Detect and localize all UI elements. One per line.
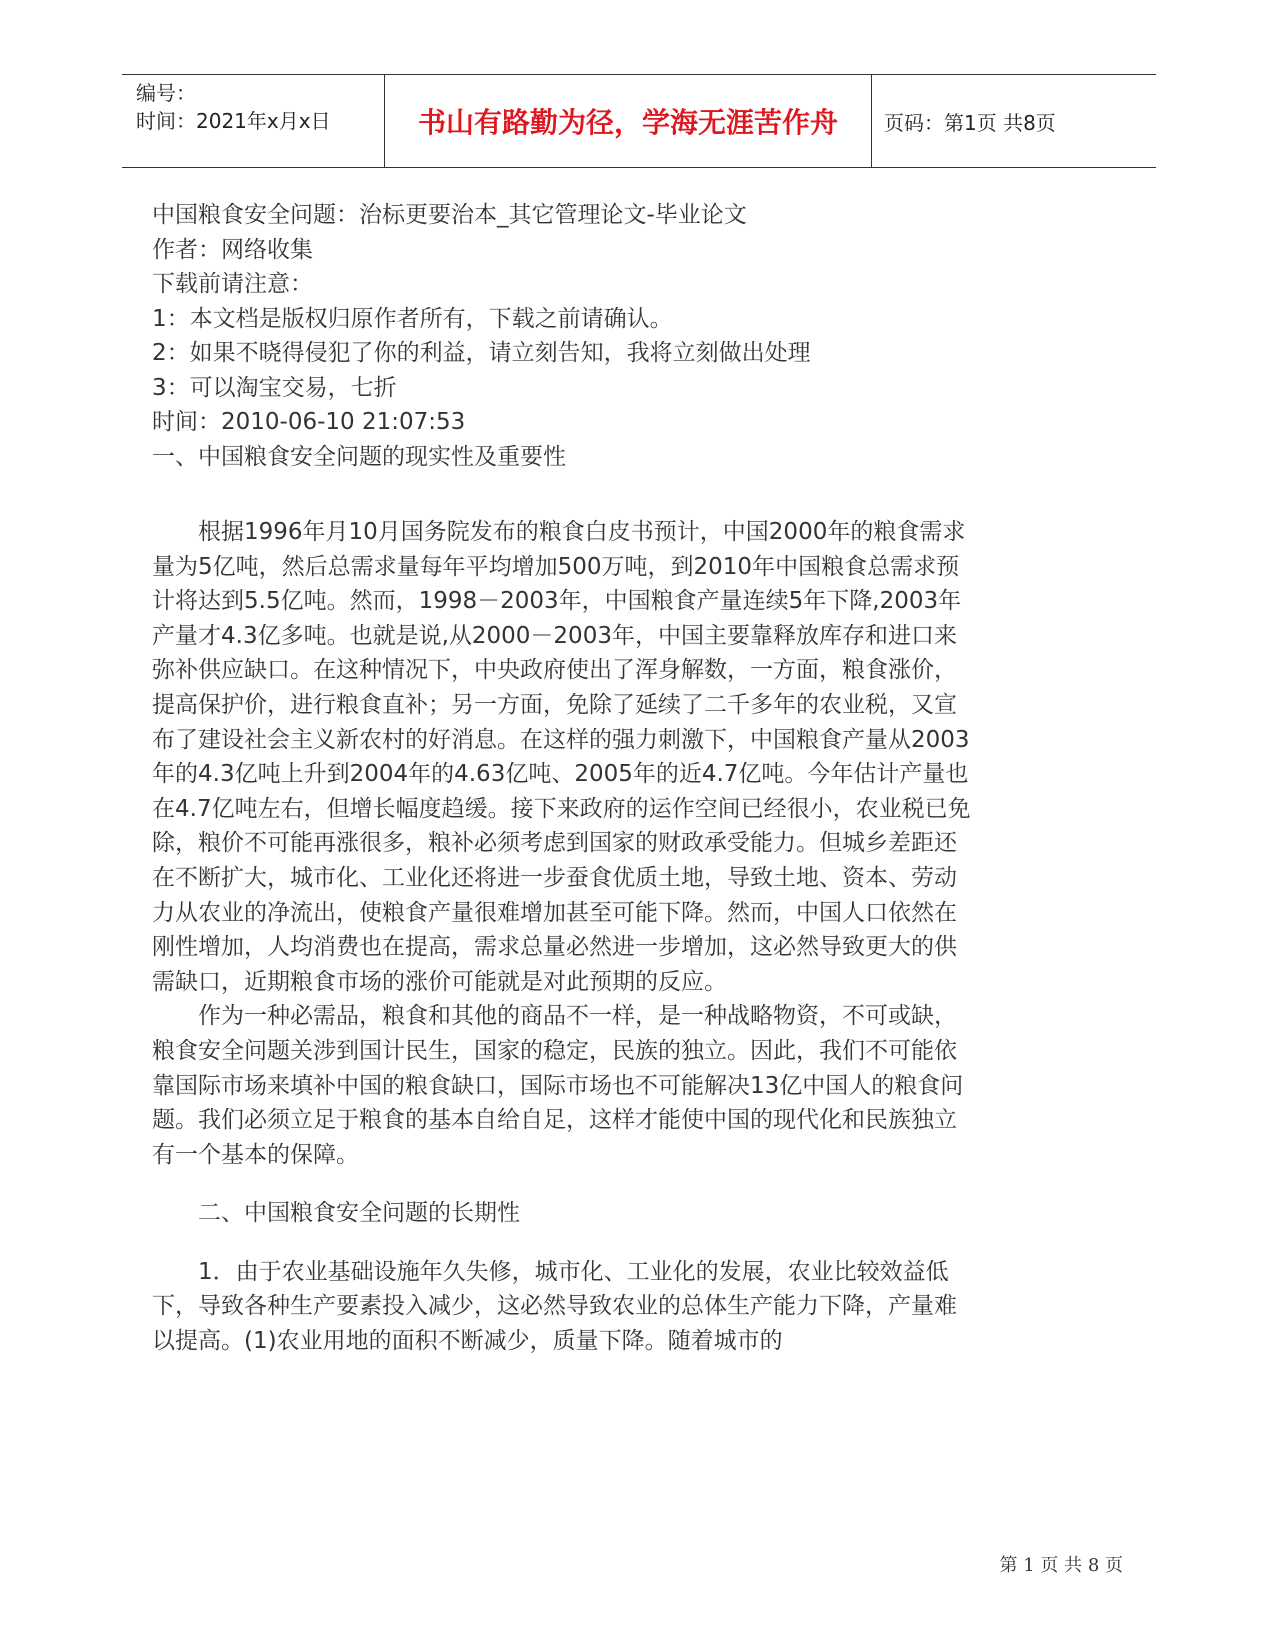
notice-item-3: 3：可以淘宝交易，七折 bbox=[152, 374, 397, 401]
section-heading-2: 二、中国粮食安全问题的长期性 bbox=[198, 1200, 520, 1227]
page-footer: 第 1 页 共 8 页 bbox=[999, 1555, 1123, 1576]
header-info-cell bbox=[122, 75, 385, 167]
spacer bbox=[152, 1231, 972, 1255]
document-body bbox=[152, 198, 972, 1359]
notice-item-2: 2：如果不晓得侵犯了你的利益，请立刻告知，我将立刻做出处理 bbox=[152, 340, 811, 366]
notice-item-1: 1：本文档是版权归原作者所有，下载之前请确认。 bbox=[152, 305, 673, 332]
author-line: 作者：网络收集 bbox=[152, 236, 313, 263]
motto-text: 书山有路勤为径，学海无涯苦作舟 bbox=[417, 106, 838, 139]
paragraph-2: 作为一种必需品，粮食和其他的商品不一样，是一种战略物资，不可或缺，粮食安全问题关涉到国计民生，国家的稳定，民族的独立。因此，我们不可能依靠国际市场来填补中国的粮食缺口，国际市场也不可能解决13亿中国人的粮食问题。我们必须立足于粮食的基本自给自足，这样才能使中国的现代化和民族独立有一个基本的保障。 bbox=[152, 1003, 964, 1168]
paragraph-1: 根据1996年月10月国务院发布的粮食白皮书预计，中国2000年的粮食需求量为5亿吨，然后总需求量每年平均增加500万吨，到2010年中国粮食总需求预计将达到5.5亿吨。然而，1998－2003年，中国粮食产量连续5年下降,2003年产量才4.3亿多吨。也就是说,从2000－2003年，中国主要靠释放库存和进口来弥补供应缺口。在这种情况下，中央政府使出了浑身解数，一方面，粮食涨价，提高保护价，进行粮食直补；另一方面，免除了延续了二千多年的农业税，又宣布了建设社会主义新农村的好消息。在这样的强力刺激下，中国粮食产量从2003年的4.3亿吨上升到2004年的4.63亿吨、2005年的近4.7亿吨。今年估计产量也在4.7亿吨左右，但增长幅度趋缓。接下来政府的运作空间已经很小，农业税已免除，粮价不可能再涨很多，粮补必须考虑到国家的财政承受能力。但城乡差距还在不断扩大，城市化、工业化还将进一步蚕食优质土地，导致土地、资本、劳动力从农业的净流出，使粮食产量很难增加甚至可能下降。然而，中国人口依然在刚性增加，人均消费也在提高，需求总量必然进一步增加，这必然导致更大的供需缺口，近期粮食市场的涨价可能就是对此预期的反应。 bbox=[152, 519, 971, 995]
doc-number-label: 编号： bbox=[136, 81, 196, 105]
header-motto-cell bbox=[385, 75, 872, 167]
section-heading-1: 一、中国粮食安全问题的现实性及重要性 bbox=[152, 443, 566, 470]
spacer bbox=[152, 1172, 972, 1196]
document-title: 中国粮食安全问题：治标更要治本_其它管理论文-毕业论文 bbox=[152, 202, 747, 228]
page-number-label: 页码：第1页 共8页 bbox=[884, 110, 1056, 135]
doc-time-label: 时间：2021年x月x日 bbox=[136, 109, 331, 133]
notice-heading: 下载前请注意： bbox=[152, 271, 313, 297]
publish-time: 时间：2010-06-10 21:07:53 bbox=[152, 409, 466, 435]
header-page-cell bbox=[872, 75, 1156, 167]
spacer bbox=[152, 474, 972, 515]
header-table bbox=[122, 74, 1156, 168]
paragraph-3: 1．由于农业基础设施年久失修，城市化、工业化的发展，农业比较效益低下，导致各种生产要素投入减少，这必然导致农业的总体生产能力下降，产量难以提高。(1)农业用地的面积不断减少，质量下降。随着城市的 bbox=[152, 1258, 957, 1355]
